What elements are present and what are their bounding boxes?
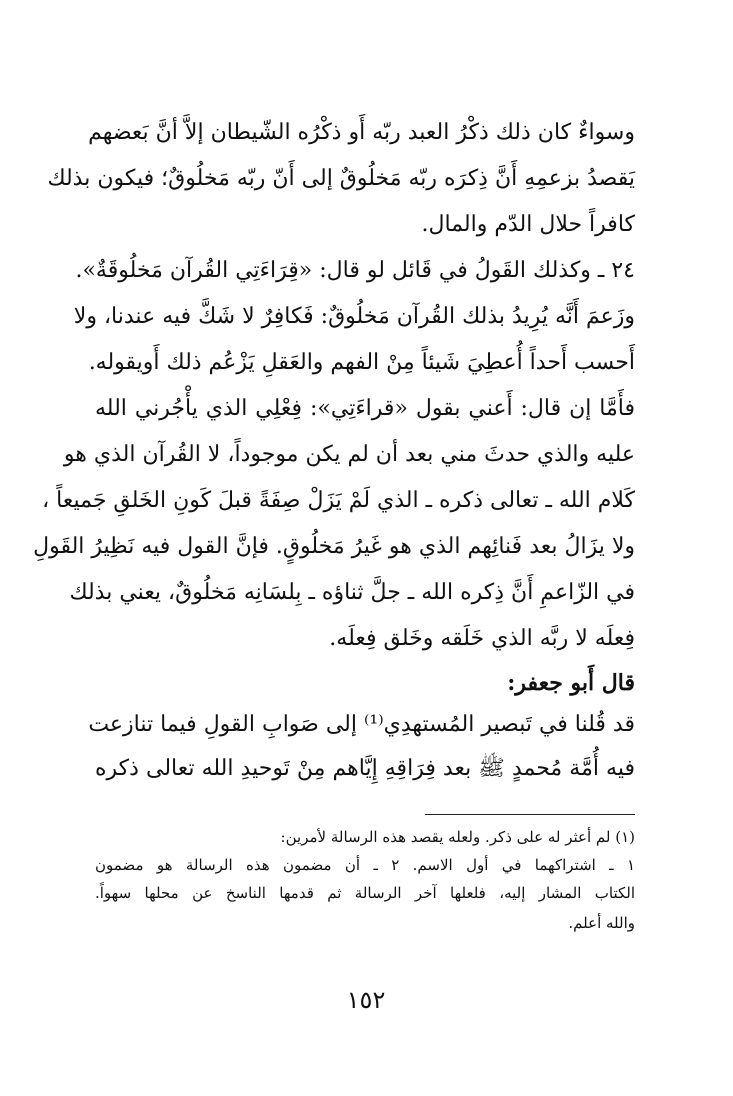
body-line-15: فيه أُمَّة مُحمدٍ ﷺ بعد فِرَاقِهِ إِيَّاهم مِنْ تَوحيدِ الله تعالى ذكره (95, 756, 635, 781)
footnote-line-1: (١) لم أعثر له على ذكر. ولعله يقصد هذه الرسالة لأمرين: (280, 828, 635, 846)
body-line-2: يَقصدُ بزعمِهِ أَنَّ ذِكرَه ربّه مَخلُوقٌ إلى أَنّ ربّه مَخلُوقٌ؛ فيكون بذلك (47, 166, 635, 191)
footnote-line-2: ١ ـ اشتراكهما في أول الاسم. ٢ ـ أن مضمون هذه الرسالة هو مضمون (95, 856, 636, 874)
footnote-divider (425, 814, 635, 815)
page-number: ١٥٢ (346, 986, 386, 1014)
body-line-11: في الزّاعمِ أَنَّ ذِكره الله ـ جلَّ ثناؤه ـ بِلسَانِه مَخلُوقٌ، يعني بذلك (69, 580, 635, 605)
footnote-line-4: والله أعلم. (568, 914, 635, 932)
body-line-3: كافراً حلال الدّم والمال. (421, 212, 635, 237)
body-line-9: كَلام الله ـ تعالى ذكره ـ الذي لَمْ يَزَلْ صِفَةً قبلَ كَونِ الخَلقِ جَميعاً ، (42, 488, 635, 513)
body-line-12: فِعلَه لا ربَّه الذي خَلَقه وخَلق فِعلَه. (329, 626, 635, 651)
body-line-14: قد قُلنا في تَبصير المُستهدِي⁽¹⁾ إلى صَوابِ القولِ فيما تنازعت (88, 712, 635, 737)
section-heading: قال أَبو جعفر: (507, 670, 635, 696)
body-line-10: ولا يزَالُ بعد فَنائِهم الذي هو غَيرُ مَخلُوقٍ. فإنَّ القول فيه نَظِيرُ القَولِ (33, 534, 635, 559)
body-line-7: فأَمَّا إن قال: أَعني بقول «قراءَتِي»: فِعْلِي الذي يأْجُرني الله (95, 396, 635, 421)
body-line-1: وسواءٌ كان ذلك ذكْرُ العبد ربّه أَو ذكْرُه الشّيطان إلاَّ أنَّ بَعضهم (88, 120, 635, 145)
body-line-8: عليه والذي حدثَ مني بعد أن لم يكن موجوداً، لا القُرآن الذي هو (63, 442, 635, 467)
body-line-6: أَحسب أَحداً أُعطِيَ شَيئاً مِنْ الفهم والعَقلِ يَزْعُم ذلك أَويقوله. (88, 350, 635, 375)
footnote-line-3: الكتاب المشار إليه، فلعلها آخر الرسالة ثم قدمها الناسخ عن محلها سهواً. (95, 884, 635, 902)
body-line-4: ٢٤ ـ وكذلك القَولُ في قَائل لو قال: «قِرَاءَتِي القُرآن مَخلُوقَةٌ». (75, 258, 635, 283)
body-line-5: وزَعمَ أَنَّه يُرِيدُ بذلك القُرآن مَخلُوقٌ: فَكافِرٌ لا شَكَّ فيه عندنا، ولا (73, 304, 635, 329)
